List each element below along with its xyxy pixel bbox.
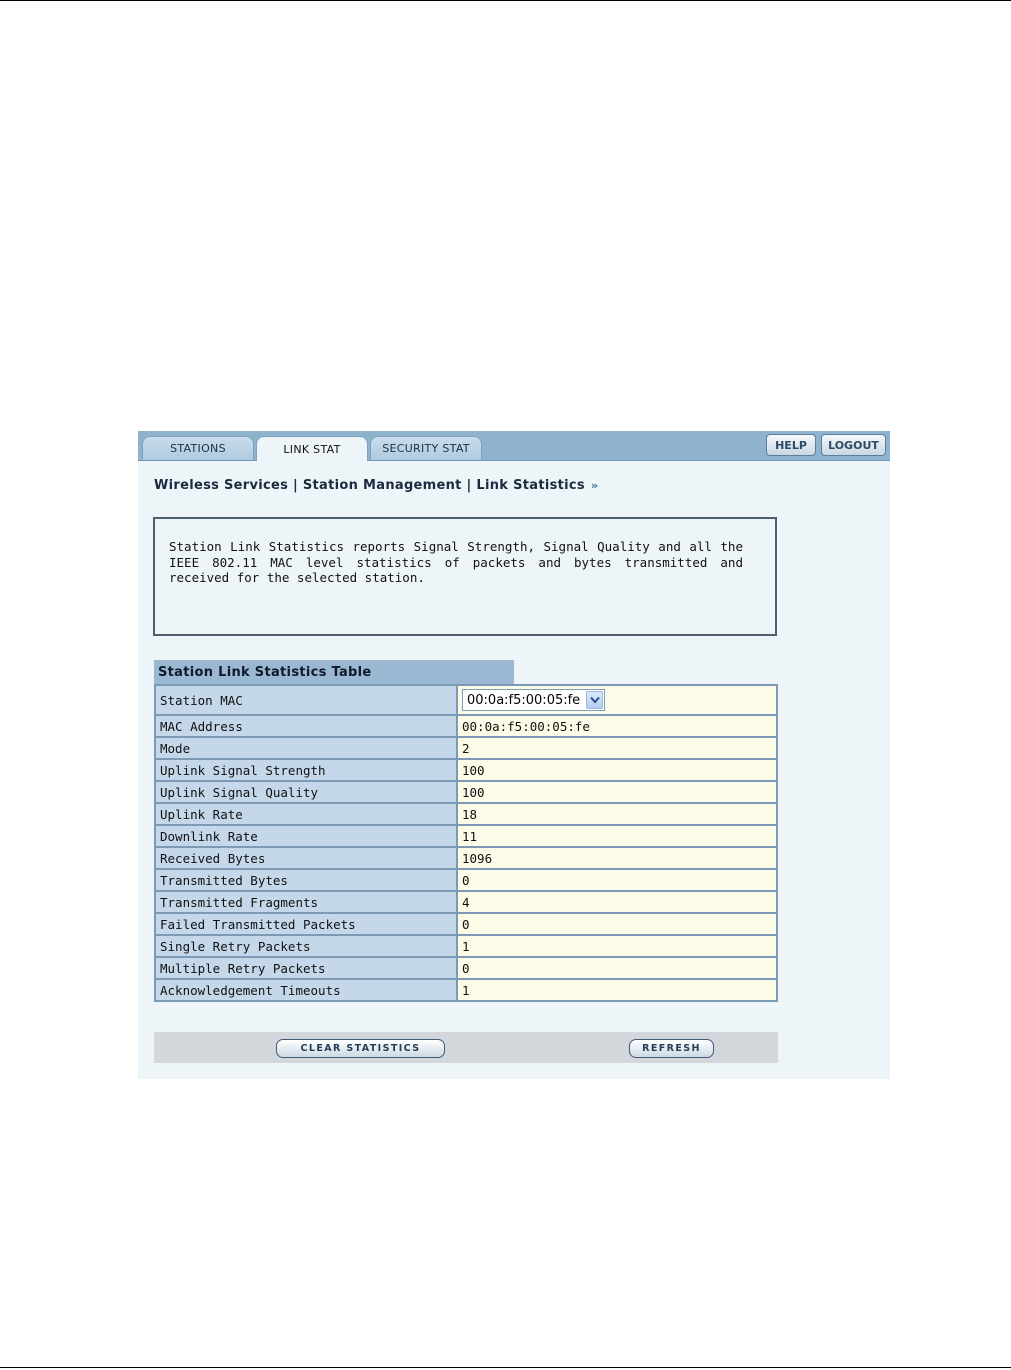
- table-row: [155, 759, 777, 781]
- station-mac-select[interactable]: [462, 689, 605, 711]
- row-label: Transmitted Fragments: [155, 891, 457, 913]
- table-row: [155, 781, 777, 803]
- table-row: [155, 737, 777, 759]
- clear-statistics-button[interactable]: CLEAR STATISTICS: [276, 1039, 445, 1058]
- row-label: Downlink Rate: [155, 825, 457, 847]
- tab-security-stat[interactable]: SECURITY STAT: [370, 436, 482, 460]
- row-value: 2: [457, 737, 777, 759]
- stats-table: [154, 684, 778, 1002]
- table-row: [155, 935, 777, 957]
- row-value: 100: [457, 759, 777, 781]
- row-value: [457, 685, 777, 715]
- table-row: [155, 803, 777, 825]
- row-value: 00:0a:f5:00:05:fe: [457, 715, 777, 737]
- logout-button[interactable]: LOGOUT: [821, 434, 886, 456]
- row-value: 100: [457, 781, 777, 803]
- table-row: [155, 847, 777, 869]
- table-row: [155, 825, 777, 847]
- tab-link-stat[interactable]: LINK STAT: [256, 436, 368, 461]
- help-button[interactable]: HELP: [766, 434, 816, 456]
- description-box: [153, 517, 777, 636]
- breadcrumb: [154, 478, 598, 493]
- breadcrumb-path: Wireless Services | Station Management | Link Statistics: [154, 478, 585, 493]
- table-footer-bar: [154, 1032, 778, 1063]
- row-label: Single Retry Packets: [155, 935, 457, 957]
- chevron-down-icon[interactable]: [586, 691, 603, 709]
- row-value: 18: [457, 803, 777, 825]
- row-value: 1096: [457, 847, 777, 869]
- row-value: 0: [457, 869, 777, 891]
- double-chevron-right-icon: »: [590, 479, 599, 492]
- row-label: Uplink Rate: [155, 803, 457, 825]
- row-label: Failed Transmitted Packets: [155, 913, 457, 935]
- table-title: [154, 660, 514, 684]
- row-label: Multiple Retry Packets: [155, 957, 457, 979]
- row-label: Mode: [155, 737, 457, 759]
- row-label: Uplink Signal Strength: [155, 759, 457, 781]
- row-label: Station MAC: [155, 685, 457, 715]
- table-row-station-mac: [155, 685, 777, 715]
- row-label: Transmitted Bytes: [155, 869, 457, 891]
- row-label: Received Bytes: [155, 847, 457, 869]
- table-row: [155, 891, 777, 913]
- row-label: MAC Address: [155, 715, 457, 737]
- row-value: 1: [457, 935, 777, 957]
- tab-bar: [138, 431, 890, 461]
- refresh-button[interactable]: REFRESH: [629, 1039, 714, 1058]
- page-top-rule: [0, 0, 1011, 1]
- row-label: Uplink Signal Quality: [155, 781, 457, 803]
- description-text: Station Link Statistics reports Signal Strength, Signal Quality and all the IEEE 802.11 MAC level statistics of packets and bytes transmitted and received for the selected station.: [169, 539, 743, 585]
- row-label: Acknowledgement Timeouts: [155, 979, 457, 1001]
- tab-stations[interactable]: STATIONS: [142, 436, 254, 460]
- row-value: 1: [457, 979, 777, 1001]
- table-row: [155, 957, 777, 979]
- row-value: 0: [457, 957, 777, 979]
- table-row: [155, 715, 777, 737]
- station-mac-selected-value: 00:0a:f5:00:05:fe: [467, 692, 581, 708]
- table-row: [155, 979, 777, 1001]
- table-row: [155, 913, 777, 935]
- row-value: 4: [457, 891, 777, 913]
- app-panel: [138, 431, 890, 1079]
- row-value: 0: [457, 913, 777, 935]
- table-title-text: Station Link Statistics Table: [158, 664, 372, 680]
- page-bottom-rule: [0, 1367, 1011, 1368]
- row-value: 11: [457, 825, 777, 847]
- table-row: [155, 869, 777, 891]
